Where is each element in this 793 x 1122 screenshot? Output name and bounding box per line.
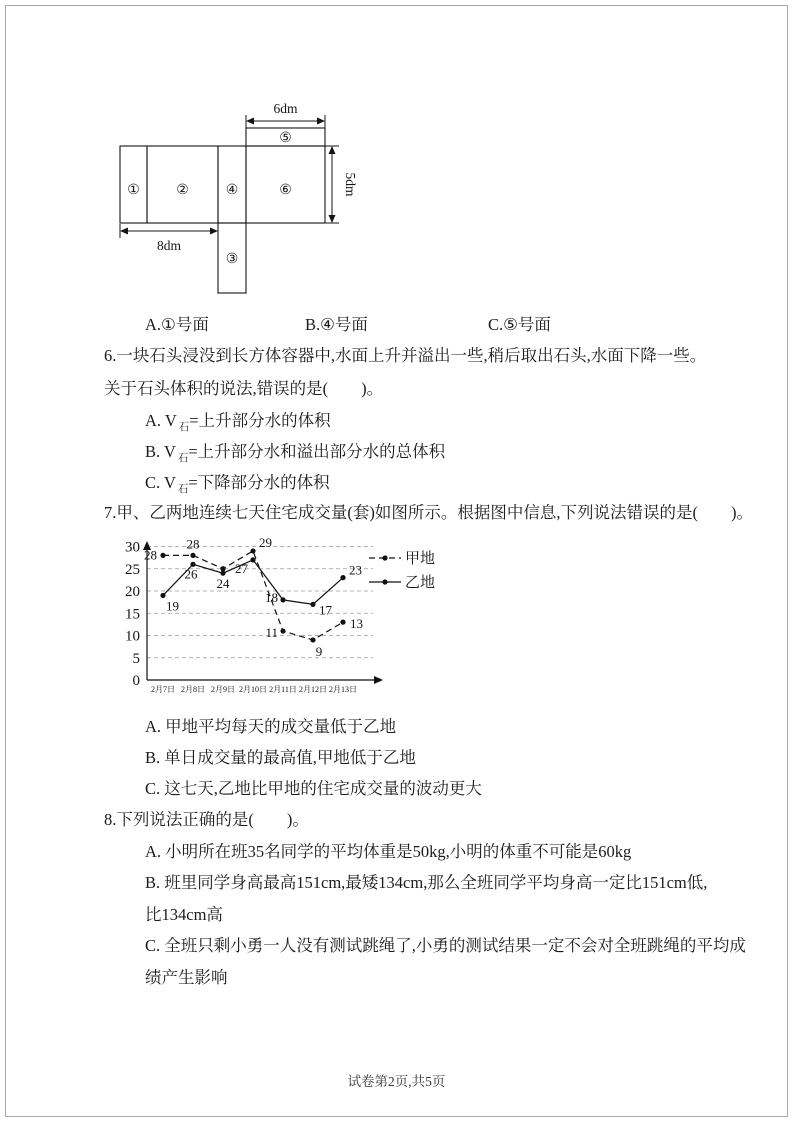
- chart-point: [250, 557, 255, 562]
- q5-option-b: B.④号面: [305, 315, 368, 334]
- q6-option-c-post: =下降部分水的体积: [188, 473, 330, 492]
- q6-option-c: [145, 472, 330, 494]
- chart-legend-dot: [382, 555, 387, 560]
- q7-line-chart: [97, 538, 449, 707]
- net-face-2-label: ②: [176, 183, 189, 198]
- chart-point: [220, 571, 225, 576]
- chart-point-label: 18: [265, 589, 278, 605]
- q6-option-b-post: =上升部分水和溢出部分水的总体积: [188, 442, 446, 461]
- chart-x-tick-label: 2月11日: [269, 685, 297, 694]
- q6-option-a-pre: A. V: [145, 411, 177, 430]
- q5-options-row: [0, 314, 793, 336]
- chart-series-line-甲地: [163, 551, 343, 640]
- q7-line-chart-svg: [97, 538, 449, 702]
- chart-y-tick-label: 0: [132, 673, 140, 689]
- q6-option-a-post: =上升部分水的体积: [189, 411, 331, 430]
- chart-point-label: 17: [319, 602, 332, 618]
- chart-point-label: 26: [184, 566, 198, 582]
- net-dim-top-label: 6dm: [273, 103, 298, 116]
- q8-option-b-line-2: 比134cm高: [145, 905, 223, 924]
- page-footer: 试卷第2页,共5页: [347, 1074, 446, 1089]
- chart-x-tick-label: 2月8日: [181, 685, 205, 694]
- q6-stem-line-2: 关于石头体积的说法,错误的是( )。: [104, 379, 384, 398]
- net-dim-right-label: 5dm: [343, 172, 358, 197]
- chart-x-tick-label: 2月12日: [299, 685, 327, 694]
- q8-stem: 8.下列说法正确的是( )。: [104, 810, 309, 829]
- chart-point-label: 9: [315, 643, 323, 659]
- chart-legend-label: 乙地: [405, 575, 436, 591]
- q7-stem: 7.甲、乙两地连续七天住宅成交量(套)如图所示。根据图中信息,下列说法错误的是( )。: [104, 503, 753, 522]
- net-figure-svg: [115, 103, 367, 303]
- chart-point-label: 23: [349, 562, 362, 578]
- q5-option-a: A.①号面: [145, 315, 209, 334]
- chart-x-tick-label: 2月9日: [211, 685, 235, 694]
- net-face-4-label: ④: [225, 183, 239, 198]
- q6-option-a-sub: 石: [178, 422, 190, 434]
- chart-point: [160, 553, 165, 558]
- q6-option-b: [145, 441, 445, 463]
- chart-x-axis-arrow: [374, 676, 383, 684]
- chart-point-label: 11: [265, 625, 278, 641]
- q8-option-a: A. 小明所在班35名同学的平均体重是50kg,小明的体重不可能是60kg: [145, 842, 632, 861]
- net-dim-bottom-label: 8dm: [156, 238, 182, 253]
- q7-option-c: C. 这七天,乙地比甲地的住宅成交量的波动更大: [145, 779, 482, 798]
- net-face-6-label: ⑥: [279, 183, 292, 198]
- chart-legend-dot: [382, 579, 387, 584]
- chart-point-label: 29: [259, 538, 272, 550]
- q6-option-a: [145, 410, 331, 432]
- q7-option-b: B. 单日成交量的最高值,甲地低于乙地: [145, 748, 416, 767]
- chart-point-label: 24: [216, 576, 230, 592]
- chart-point-label: 19: [166, 598, 179, 614]
- chart-point: [160, 593, 165, 598]
- chart-point-label: 27: [235, 560, 248, 576]
- chart-point: [310, 602, 315, 607]
- q6-option-b-pre: B. V: [145, 442, 176, 461]
- q6-option-b-sub: 石: [177, 453, 189, 465]
- q6-stem-line-1: 6.一块石头浸没到长方体容器中,水面上升并溢出一些,稍后取出石头,水面下降一些。: [104, 346, 707, 365]
- chart-y-tick-label: 30: [125, 539, 140, 556]
- q6-option-c-pre: C. V: [145, 473, 176, 492]
- chart-point: [250, 548, 255, 553]
- chart-point: [190, 553, 195, 558]
- q6-option-c-sub: 石: [177, 484, 189, 496]
- chart-y-tick-label: 15: [125, 606, 140, 623]
- q7-option-a: A. 甲地平均每天的成交量低于乙地: [145, 717, 397, 736]
- chart-x-tick-label: 2月13日: [329, 685, 357, 694]
- q8-option-c-line-1: C. 全班只剩小勇一人没有测试跳绳了,小勇的测试结果一定不会对全班跳绳的平均成: [145, 936, 746, 955]
- net-face-5-label: ⑤: [279, 131, 292, 146]
- net-dimension-arrowheads: [120, 118, 336, 235]
- net-dimension-lines: [120, 115, 339, 238]
- chart-x-tick-label: 2月7日: [151, 685, 175, 694]
- chart-point-label: 13: [350, 616, 363, 632]
- chart-y-tick-label: 25: [125, 561, 140, 578]
- net-face-rects: [120, 128, 325, 293]
- chart-point-label: 28: [144, 547, 157, 563]
- chart-point: [220, 566, 225, 571]
- chart-y-tick-label: 20: [125, 584, 140, 600]
- net-figure: [115, 103, 367, 308]
- chart-point: [280, 597, 285, 602]
- chart-point: [280, 628, 285, 633]
- chart-point: [310, 637, 315, 642]
- q8-option-c-line-2: 绩产生影响: [145, 968, 228, 987]
- net-face-3-label: ③: [225, 252, 239, 267]
- chart-point-label: 28: [186, 538, 200, 552]
- q8-option-b-line-1: B. 班里同学身高最高151cm,最矮134cm,那么全班同学平均身高一定比151cm低,: [145, 873, 708, 892]
- chart-y-tick-label: 10: [125, 628, 140, 645]
- chart-point: [340, 620, 345, 625]
- q5-option-c: C.⑤号面: [488, 315, 551, 334]
- chart-x-tick-label: 2月10日: [239, 685, 267, 694]
- chart-point: [340, 575, 345, 580]
- chart-y-tick-label: 5: [132, 650, 140, 667]
- chart-legend-label: 甲地: [405, 551, 436, 567]
- net-face-1-label: ①: [127, 183, 140, 198]
